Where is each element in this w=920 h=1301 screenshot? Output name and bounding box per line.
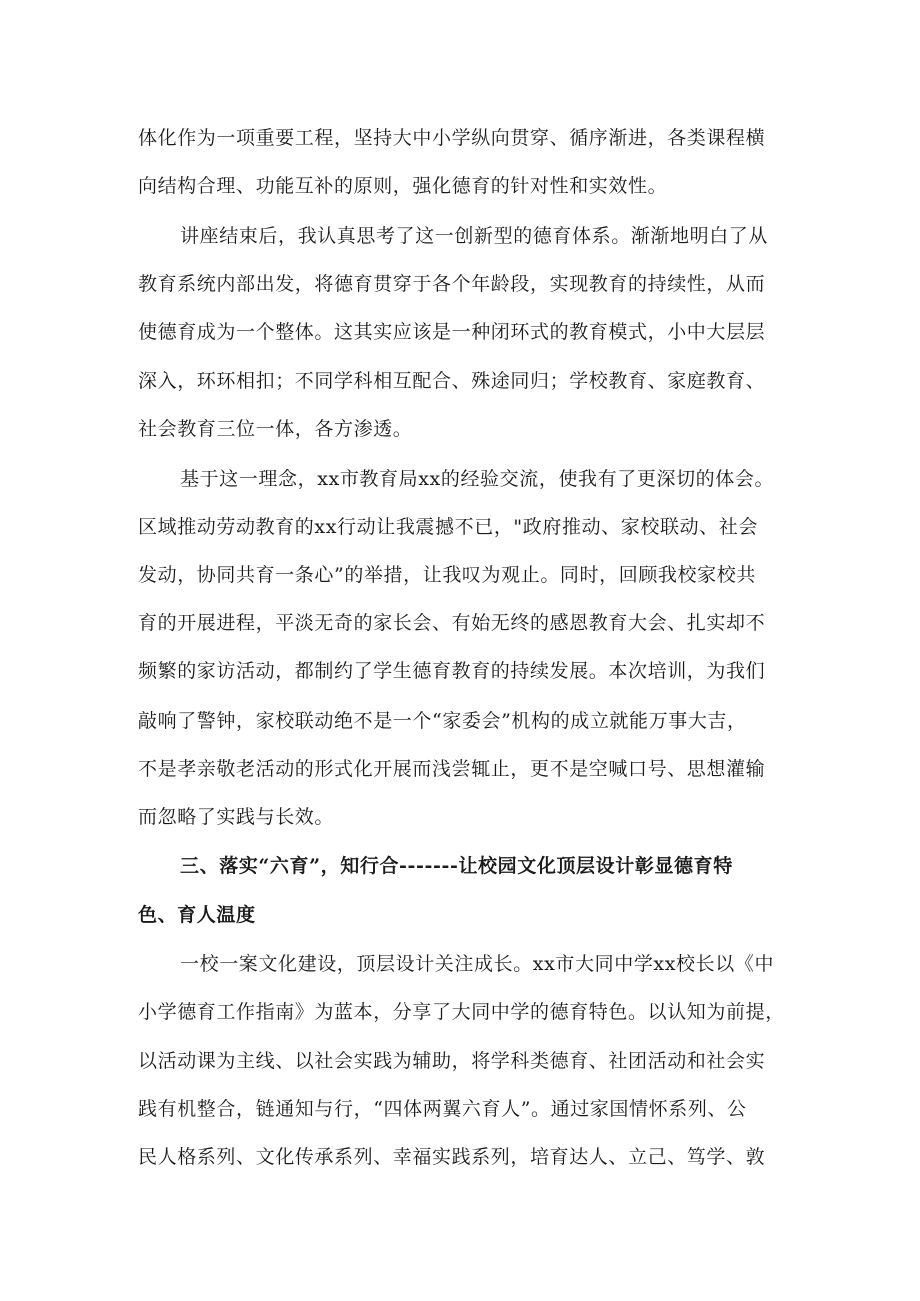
paragraph-line: 基于这一理念，xx市教育局xx的经验交流，使我有了更深切的体会。 — [180, 468, 775, 490]
paragraph-line: 民人格系列、文化传承系列、幸福实践系列，培育达人、立己、笃学、敦 — [138, 1146, 766, 1168]
paragraph-line: 发动，协同共育一条心”的举措，让我叹为观止。同时，回顾我校家校共 — [138, 564, 756, 586]
paragraph-line: 以活动课为主线、以社会实践为辅助，将学科类德育、社团活动和社会实 — [138, 1050, 766, 1072]
section-heading: 色、育人温度 — [138, 904, 256, 926]
paragraph-line: 育的开展进程，平淡无奇的家长会、有始无终的感恩教育大会、扎实却不 — [138, 612, 766, 634]
paragraph-line: 体化作为一项重要工程，坚持大中小学纵向贯穿、循序渐进，各类课程横 — [138, 127, 766, 149]
section-heading: 三、落实“六育”，知行合-------让校园文化顶层设计彰显德育特 — [180, 855, 733, 877]
paragraph-line: 教育系统内部出发，将德育贯穿于各个年龄段，实现教育的持续性，从而 — [138, 273, 766, 295]
paragraph-line: 频繁的家访活动，都制约了学生德育教育的持续发展。本次培训，为我们 — [138, 660, 766, 682]
paragraph-line: 向结构合理、功能互补的原则，强化德育的针对性和实效性。 — [138, 175, 668, 197]
paragraph-line: 不是孝亲敬老活动的形式化开展而浅尝辄止，更不是空喊口号、思想灌输 — [138, 758, 766, 780]
paragraph-line: 深入，环环相扣；不同学科相互配合、殊途同归；学校教育、家庭教育、 — [138, 370, 766, 392]
paragraph-line: 社会教育三位一体，各方渗透。 — [138, 418, 413, 440]
paragraph-line: 区域推动劳动教育的xx行动让我震撼不已，"政府推动、家校联动、社会 — [138, 516, 758, 538]
paragraph-line: 使德育成为一个整体。这其实应该是一种闭环式的教育模式，小中大层层 — [138, 321, 766, 343]
paragraph-line: 敲响了警钟，家校联动绝不是一个“家委会”机构的成立就能万事大吉， — [138, 710, 747, 732]
paragraph-line: 一校一案文化建设，顶层设计关注成长。xx市大同中学xx校长以《中 — [180, 953, 775, 975]
paragraph-line: 讲座结束后，我认真思考了这一创新型的德育体系。渐渐地明白了从 — [180, 225, 769, 247]
paragraph-line: 小学德育工作指南》为蓝本，分享了大同中学的德育特色。以认知为前提， — [138, 1001, 785, 1023]
paragraph-line: 而忽略了实践与长效。 — [138, 806, 335, 828]
paragraph-line: 践有机整合，链通知与行，“四体两翼六育人”。通过家国情怀系列、公 — [138, 1098, 747, 1120]
